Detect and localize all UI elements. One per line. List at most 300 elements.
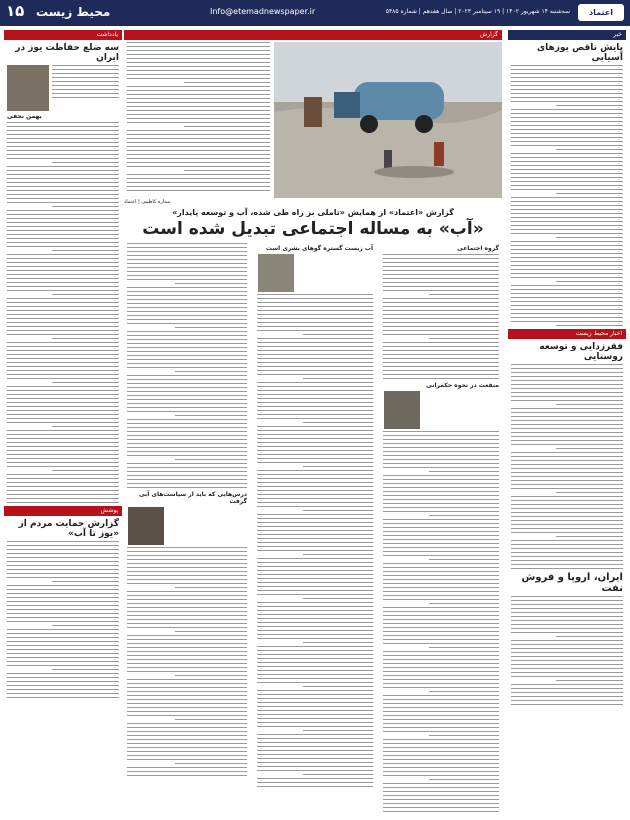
text-line xyxy=(257,610,373,611)
subhead-lessons: درس‌هایی که باید از سیاست‌های آبی گرفت xyxy=(138,491,247,505)
text-line xyxy=(257,482,373,483)
text-line xyxy=(52,206,119,207)
text-line xyxy=(257,406,373,407)
text-line xyxy=(127,243,247,244)
text-line xyxy=(52,77,119,78)
text-line xyxy=(52,81,119,82)
text-line xyxy=(127,343,247,344)
text-line xyxy=(52,97,119,98)
text-line xyxy=(511,688,623,689)
text-line xyxy=(7,466,119,467)
text-line xyxy=(7,246,119,247)
text-line xyxy=(257,382,373,383)
text-line xyxy=(429,779,499,780)
text-line xyxy=(511,520,623,521)
text-line xyxy=(383,571,499,572)
text-line xyxy=(383,763,499,764)
text-line xyxy=(175,587,247,588)
text-line xyxy=(184,126,270,127)
text-line xyxy=(7,617,119,618)
text-line xyxy=(257,538,373,539)
text-line xyxy=(127,118,270,119)
text-line xyxy=(257,622,373,623)
text-line xyxy=(7,266,119,267)
text-line xyxy=(127,715,247,716)
text-line xyxy=(383,274,499,275)
text-line xyxy=(7,458,119,459)
text-line xyxy=(257,626,373,627)
text-line xyxy=(303,774,373,775)
text-line xyxy=(383,374,499,375)
text-line xyxy=(127,295,247,296)
story-text-5 xyxy=(127,547,247,776)
text-line xyxy=(511,564,623,565)
text-line xyxy=(7,182,119,183)
text-line xyxy=(127,691,247,692)
text-line xyxy=(257,330,373,331)
text-line xyxy=(7,166,119,167)
text-line xyxy=(257,678,373,679)
text-line xyxy=(383,334,499,335)
text-line xyxy=(7,665,119,666)
text-line xyxy=(7,158,119,159)
text-line xyxy=(383,370,499,371)
text-line xyxy=(257,526,373,527)
text-line xyxy=(7,170,119,171)
text-line xyxy=(127,731,247,732)
text-line xyxy=(383,491,499,492)
text-line xyxy=(127,311,247,312)
text-line xyxy=(556,149,623,150)
text-line xyxy=(511,293,623,294)
text-line xyxy=(7,406,119,407)
text-line xyxy=(257,518,373,519)
note-text xyxy=(52,65,119,111)
text-line xyxy=(556,281,623,282)
text-line xyxy=(7,346,119,347)
text-line xyxy=(7,126,119,127)
text-line xyxy=(7,314,119,315)
text-line xyxy=(511,616,623,617)
text-line xyxy=(511,177,623,178)
text-line xyxy=(511,277,623,278)
text-line xyxy=(257,370,373,371)
text-line xyxy=(257,542,373,543)
text-line xyxy=(383,711,499,712)
text-line xyxy=(511,664,623,665)
text-line xyxy=(383,567,499,568)
text-line xyxy=(257,654,373,655)
text-line xyxy=(127,102,270,103)
text-line xyxy=(556,325,623,326)
text-line xyxy=(7,573,119,574)
text-line xyxy=(7,597,119,598)
text-line xyxy=(257,602,373,603)
text-line xyxy=(511,97,623,98)
text-line xyxy=(127,323,247,324)
text-line xyxy=(383,707,499,708)
text-line xyxy=(7,278,119,279)
text-line xyxy=(257,530,373,531)
text-line xyxy=(7,697,119,698)
text-line xyxy=(7,601,119,602)
text-line xyxy=(511,388,623,389)
text-line xyxy=(383,651,499,652)
text-line xyxy=(511,608,623,609)
text-line xyxy=(257,386,373,387)
text-line xyxy=(175,283,247,284)
text-line xyxy=(429,515,499,516)
text-line xyxy=(7,430,119,431)
text-line xyxy=(7,142,119,143)
text-line xyxy=(511,129,623,130)
text-line xyxy=(127,106,270,107)
text-line xyxy=(257,506,373,507)
text-line xyxy=(257,402,373,403)
text-line xyxy=(511,109,623,110)
text-line xyxy=(7,226,119,227)
text-line xyxy=(511,380,623,381)
text-line xyxy=(511,384,623,385)
text-line xyxy=(127,263,247,264)
text-line xyxy=(383,499,499,500)
text-line xyxy=(184,82,270,83)
news-label: خبر xyxy=(613,31,622,38)
text-line xyxy=(127,122,270,123)
text-line xyxy=(127,579,247,580)
text-line xyxy=(556,636,623,637)
text-line xyxy=(303,378,373,379)
text-line xyxy=(511,101,623,102)
text-line xyxy=(511,660,623,661)
text-line xyxy=(257,690,373,691)
text-line xyxy=(7,677,119,678)
text-line xyxy=(7,290,119,291)
text-line xyxy=(127,687,247,688)
text-line xyxy=(127,66,270,67)
text-line xyxy=(257,306,373,307)
text-line xyxy=(383,503,499,504)
text-line xyxy=(511,556,623,557)
text-line xyxy=(383,675,499,676)
text-line xyxy=(7,661,119,662)
text-line xyxy=(511,93,623,94)
text-line xyxy=(175,415,247,416)
text-line xyxy=(511,181,623,182)
text-line xyxy=(127,98,270,99)
text-line xyxy=(383,719,499,720)
text-line xyxy=(383,659,499,660)
text-line xyxy=(127,303,247,304)
text-line xyxy=(257,326,373,327)
text-line xyxy=(257,638,373,639)
text-line xyxy=(383,811,499,812)
text-line xyxy=(7,414,119,415)
text-line xyxy=(257,310,373,311)
text-line xyxy=(127,611,247,612)
text-line xyxy=(7,541,119,542)
text-line xyxy=(257,322,373,323)
text-line xyxy=(7,494,119,495)
text-line xyxy=(383,579,499,580)
text-line xyxy=(127,723,247,724)
text-line xyxy=(175,763,247,764)
text-line xyxy=(383,378,499,379)
article-body xyxy=(511,65,623,326)
text-line xyxy=(511,416,623,417)
text-line xyxy=(127,379,247,380)
text-line xyxy=(511,484,623,485)
text-line xyxy=(7,330,119,331)
text-line xyxy=(127,271,247,272)
text-line xyxy=(7,198,119,199)
text-line xyxy=(429,603,499,604)
text-line xyxy=(127,703,247,704)
text-line xyxy=(383,539,499,540)
text-line xyxy=(127,355,247,356)
text-line xyxy=(556,680,623,681)
text-line xyxy=(511,396,623,397)
text-line xyxy=(511,436,623,437)
text-line xyxy=(383,679,499,680)
text-line xyxy=(127,591,247,592)
text-line xyxy=(383,342,499,343)
text-line xyxy=(127,455,247,456)
text-line xyxy=(127,595,247,596)
text-line xyxy=(257,754,373,755)
text-line xyxy=(127,375,247,376)
text-line xyxy=(175,371,247,372)
text-line xyxy=(511,273,623,274)
text-line xyxy=(511,313,623,314)
text-line xyxy=(257,398,373,399)
text-line xyxy=(7,482,119,483)
text-line xyxy=(383,443,499,444)
text-line xyxy=(303,730,373,731)
story-column-2 xyxy=(254,243,376,815)
text-line xyxy=(127,391,247,392)
text-line xyxy=(383,787,499,788)
left-column xyxy=(4,30,122,701)
text-line xyxy=(127,603,247,604)
text-line xyxy=(511,676,623,677)
text-line xyxy=(383,326,499,327)
text-line xyxy=(383,771,499,772)
text-line xyxy=(7,234,119,235)
text-line xyxy=(383,523,499,524)
text-line xyxy=(7,370,119,371)
text-line xyxy=(429,691,499,692)
text-line xyxy=(175,675,247,676)
text-line xyxy=(511,672,623,673)
text-line xyxy=(511,69,623,70)
text-line xyxy=(127,707,247,708)
text-line xyxy=(7,565,119,566)
text-line xyxy=(257,590,373,591)
report-label-bar xyxy=(124,30,502,40)
text-line xyxy=(127,363,247,364)
text-line xyxy=(257,374,373,375)
text-line xyxy=(7,306,119,307)
text-line xyxy=(383,527,499,528)
text-line xyxy=(127,683,247,684)
text-line xyxy=(7,446,119,447)
text-line xyxy=(303,422,373,423)
text-line xyxy=(257,558,373,559)
text-line xyxy=(257,394,373,395)
text-line xyxy=(127,583,247,584)
text-line xyxy=(383,687,499,688)
coverage-label: پوشش xyxy=(100,507,118,514)
text-line xyxy=(127,575,247,576)
text-line xyxy=(511,640,623,641)
text-line xyxy=(257,478,373,479)
text-line xyxy=(303,554,373,555)
text-line xyxy=(511,197,623,198)
text-line xyxy=(383,663,499,664)
text-line xyxy=(257,634,373,635)
text-line xyxy=(257,486,373,487)
text-line xyxy=(127,174,270,175)
text-line xyxy=(7,637,119,638)
text-line xyxy=(257,702,373,703)
text-line xyxy=(7,350,119,351)
text-line xyxy=(7,689,119,690)
text-line xyxy=(511,261,623,262)
text-line xyxy=(7,190,119,191)
text-line xyxy=(383,583,499,584)
text-line xyxy=(511,141,623,142)
article-headline-2: فقرزدایی و توسعه روستایی xyxy=(539,342,623,362)
text-line xyxy=(127,771,247,772)
text-line xyxy=(127,347,247,348)
article-headline: پایش ناقص یوزهای آسیایی xyxy=(536,43,623,63)
text-line xyxy=(7,693,119,694)
text-line xyxy=(383,599,499,600)
text-line xyxy=(383,298,499,299)
text-line xyxy=(127,403,247,404)
text-line xyxy=(511,628,623,629)
text-line xyxy=(257,646,373,647)
subhead-governance: منفعت در نحوه حکمرانی xyxy=(426,382,499,389)
article-body-3 xyxy=(511,596,623,705)
text-line xyxy=(511,516,623,517)
text-line xyxy=(127,307,247,308)
text-line xyxy=(511,452,623,453)
text-line xyxy=(257,294,373,295)
text-line xyxy=(7,178,119,179)
kicker: گزارش «اعتماد» از همایش «تاملی بر راه طی شده، آب و توسعه پایدار» xyxy=(172,208,454,217)
note-label: یادداشت xyxy=(96,31,118,38)
text-line xyxy=(7,274,119,275)
text-line xyxy=(7,462,119,463)
text-line xyxy=(127,134,270,135)
story-column-3 xyxy=(124,243,250,815)
text-line xyxy=(257,314,373,315)
text-line xyxy=(511,225,623,226)
text-line xyxy=(303,510,373,511)
text-line xyxy=(127,451,247,452)
text-line xyxy=(127,755,247,756)
text-line xyxy=(127,599,247,600)
text-line xyxy=(7,474,119,475)
story-text-2 xyxy=(383,431,499,812)
text-line xyxy=(511,460,623,461)
text-line xyxy=(257,354,373,355)
text-line xyxy=(52,338,119,339)
text-line xyxy=(257,710,373,711)
text-line xyxy=(7,390,119,391)
note-headline: سه ضلع حفاظت یوز در ایران xyxy=(15,43,119,63)
text-line xyxy=(383,743,499,744)
text-line xyxy=(7,386,119,387)
text-line xyxy=(184,170,270,171)
text-line xyxy=(127,114,270,115)
story-text-4 xyxy=(127,243,247,488)
text-line xyxy=(7,577,119,578)
text-line xyxy=(511,568,623,569)
text-line xyxy=(127,94,270,95)
text-line xyxy=(511,257,623,258)
text-line xyxy=(52,294,119,295)
text-line xyxy=(511,213,623,214)
right-column xyxy=(508,30,626,708)
text-line xyxy=(7,613,119,614)
text-line xyxy=(257,474,373,475)
text-line xyxy=(383,330,499,331)
coverage-headline: گزارش حمایت مردم از «یوز تا آب» xyxy=(18,519,119,539)
text-line xyxy=(383,254,499,255)
text-line xyxy=(127,287,247,288)
text-line xyxy=(7,478,119,479)
text-line xyxy=(127,623,247,624)
text-line xyxy=(511,532,623,533)
text-line xyxy=(257,670,373,671)
text-line xyxy=(303,686,373,687)
text-line xyxy=(127,563,247,564)
text-line xyxy=(257,434,373,435)
text-line xyxy=(7,502,119,503)
text-line xyxy=(511,133,623,134)
text-line xyxy=(257,470,373,471)
text-line xyxy=(257,358,373,359)
text-line xyxy=(7,394,119,395)
text-line xyxy=(383,731,499,732)
text-line xyxy=(257,714,373,715)
text-line xyxy=(127,142,270,143)
text-line xyxy=(7,146,119,147)
text-line xyxy=(257,650,373,651)
text-line xyxy=(127,431,247,432)
text-line xyxy=(383,278,499,279)
text-line xyxy=(7,286,119,287)
text-line xyxy=(383,475,499,476)
email-address[interactable]: Info@etemadnewspaper.ir xyxy=(210,7,316,16)
text-line xyxy=(7,354,119,355)
text-line xyxy=(511,496,623,497)
text-line xyxy=(127,447,247,448)
subhead-water: آب زیست گستره گوهای بشری است xyxy=(265,245,373,252)
text-line xyxy=(383,727,499,728)
text-line xyxy=(511,464,623,465)
text-line xyxy=(511,528,623,529)
text-line xyxy=(127,367,247,368)
text-line xyxy=(511,632,623,633)
text-line xyxy=(127,182,270,183)
text-line xyxy=(511,500,623,501)
text-line xyxy=(257,778,373,779)
text-line xyxy=(127,387,247,388)
